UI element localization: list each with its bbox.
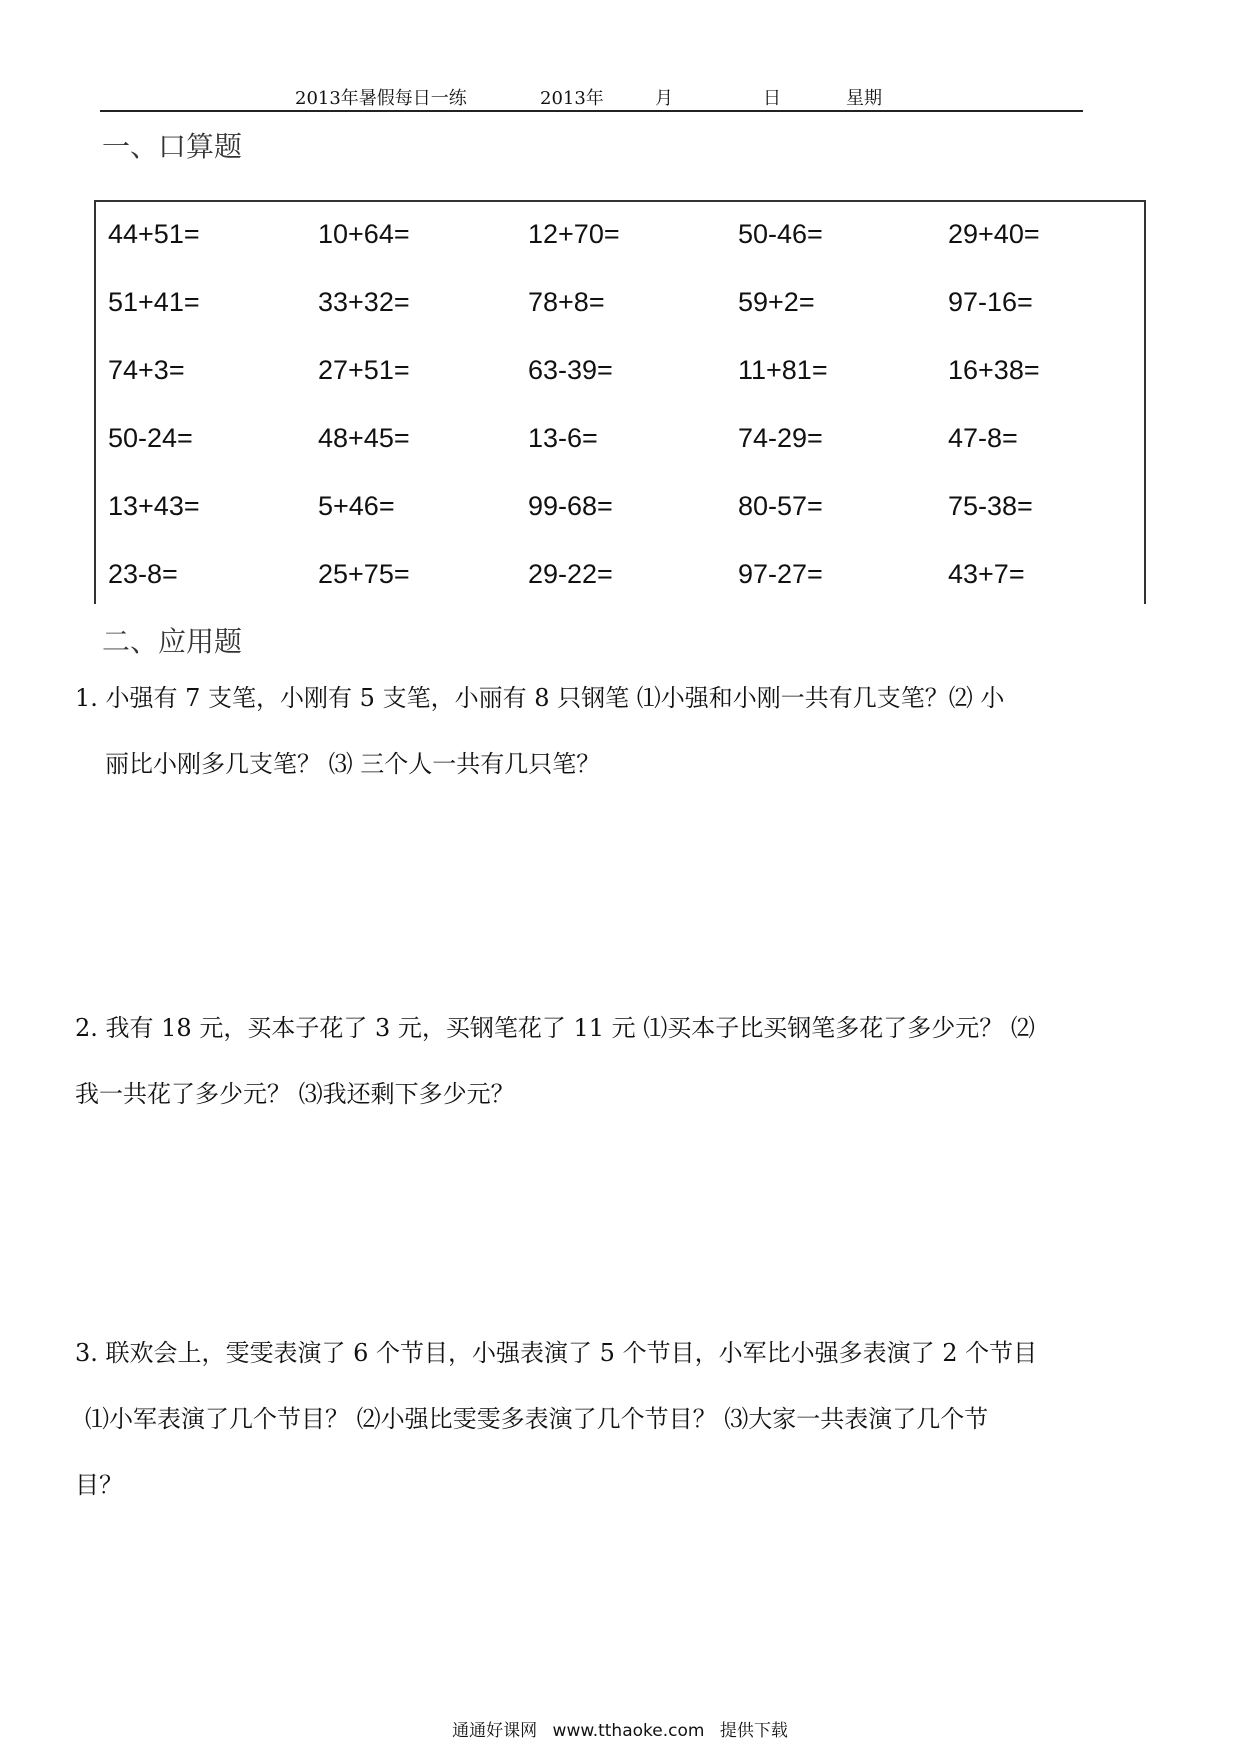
calc-item: 23-8= (108, 559, 178, 589)
problem-3-line-2: ⑴小军表演了几个节目？ ⑵小强比雯雯多表演了几个节目？ ⑶大家一共表演了几个节 (85, 1405, 989, 1433)
problem-2-line-1: 2. 我有 18 元，买本子花了 3 元，买钢笔花了 11 元 ⑴买本子比买钢笔多花了多少元？ ⑵ (75, 1014, 1035, 1042)
calc-item: 27+51= (318, 355, 410, 385)
calc-item: 97-16= (948, 287, 1033, 317)
calc-item: 12+70= (528, 219, 620, 249)
header-weekday: 星期 (846, 88, 882, 109)
page-footer (0, 1716, 1240, 1741)
footer-url[interactable]: www.tthaoke.com (552, 1721, 705, 1741)
calc-item: 13-6= (528, 423, 598, 453)
calc-item: 51+41= (108, 287, 200, 317)
problem-2-line-2: 我一共花了多少元？ ⑶我还剩下多少元？ (75, 1080, 515, 1108)
calc-item: 44+51= (108, 219, 200, 249)
word-problem-1 (75, 665, 1185, 797)
calc-item: 48+45= (318, 423, 410, 453)
word-problem-2 (75, 995, 1185, 1127)
calc-item: 10+64= (318, 219, 410, 249)
section-title-word-problems: 二、应用题 (102, 625, 243, 658)
header-title: 2013年暑假每日一练 (295, 88, 467, 109)
calc-item: 63-39= (528, 355, 613, 385)
problem-1-line-2: 丽比小刚多几支笔？ ⑶ 三个人一共有几只笔？ (105, 750, 601, 778)
footer-note: 提供下载 (719, 1721, 788, 1741)
header-month: 月 (655, 88, 673, 109)
calc-item: 97-27= (738, 559, 823, 589)
header-day: 日 (763, 88, 781, 109)
calc-item: 29+40= (948, 219, 1040, 249)
calc-item: 99-68= (528, 491, 613, 521)
calc-item: 78+8= (528, 287, 605, 317)
calc-item: 33+32= (318, 287, 410, 317)
calc-item: 16+38= (948, 355, 1040, 385)
mental-math-box (94, 200, 1146, 604)
calc-item: 80-57= (738, 491, 823, 521)
calc-item: 5+46= (318, 491, 395, 521)
calc-item: 25+75= (318, 559, 410, 589)
problem-3-line-3: 目？ (75, 1471, 123, 1499)
calc-item: 75-38= (948, 491, 1033, 521)
calc-item: 50-46= (738, 219, 823, 249)
calc-item: 59+2= (738, 287, 815, 317)
word-problem-3 (75, 1320, 1185, 1518)
calc-item: 43+7= (948, 559, 1025, 589)
problem-1-line-1: 1. 小强有 7 支笔，小刚有 5 支笔，小丽有 8 只钢笔 ⑴小强和小刚一共有几支笔？⑵ 小 (75, 684, 1005, 712)
calc-item: 29-22= (528, 559, 613, 589)
mental-math-grid (108, 216, 1148, 624)
calc-item: 74-29= (738, 423, 823, 453)
section-title-mental-math: 一、口算题 (102, 130, 243, 163)
calc-item: 47-8= (948, 423, 1018, 453)
header-year: 2013年 (540, 88, 604, 109)
calc-item: 11+81= (738, 355, 828, 385)
footer-site-name: 通通好课网 (452, 1721, 538, 1741)
calc-item: 50-24= (108, 423, 193, 453)
problem-3-line-1: 3. 联欢会上，雯雯表演了 6 个节目，小强表演了 5 个节目，小军比小强多表演了 2 个节目 (75, 1339, 1038, 1367)
calc-item: 74+3= (108, 355, 185, 385)
calc-item: 13+43= (108, 491, 200, 521)
page-header (100, 80, 1083, 112)
